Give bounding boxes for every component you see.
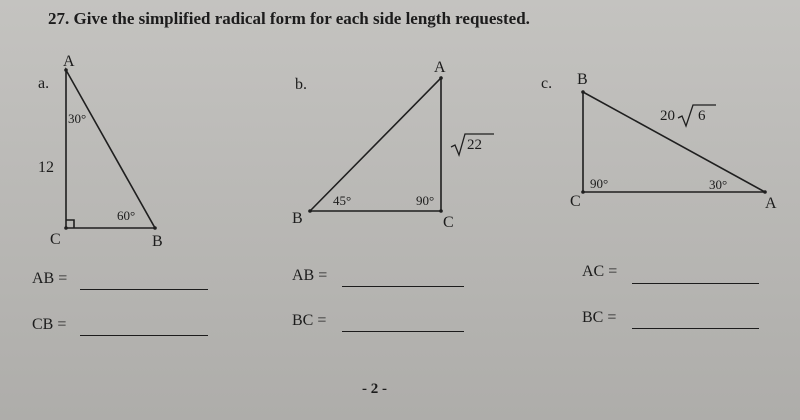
vertex-b-C: C bbox=[443, 214, 454, 231]
answer-c-BC-label: BC = bbox=[582, 309, 617, 326]
vertex-a-A: A bbox=[63, 53, 75, 70]
answer-b-AB-blank[interactable] bbox=[342, 286, 464, 287]
triangle-c bbox=[583, 92, 765, 192]
angle-a-B: 60° bbox=[117, 208, 136, 223]
angle-c-A: 30° bbox=[709, 177, 728, 192]
answer-c-AC-label: AC = bbox=[582, 263, 618, 280]
answer-c-AC-blank[interactable] bbox=[632, 283, 759, 284]
page-number: - 2 - bbox=[362, 381, 387, 397]
angle-b-C: 90° bbox=[416, 193, 435, 208]
radical-sign-c bbox=[678, 105, 716, 126]
answer-b-BC-label: BC = bbox=[292, 312, 327, 329]
vertex-a-C: C bbox=[50, 231, 61, 248]
vertex-a-B: B bbox=[152, 233, 163, 250]
vertex-b-B: B bbox=[292, 210, 303, 227]
answer-b-BC-blank[interactable] bbox=[342, 331, 464, 332]
answer-a-AB-blank[interactable] bbox=[80, 289, 208, 290]
side-a-AC: 12 bbox=[38, 159, 54, 176]
side-c-BA-coefficient: 20 bbox=[660, 108, 675, 124]
vertex-c-A: A bbox=[765, 195, 777, 212]
answer-a-CB-label: CB = bbox=[32, 316, 67, 333]
vertex-c-B: B bbox=[577, 71, 588, 88]
side-c-BA-radicand: 6 bbox=[698, 108, 706, 124]
part-a-letter: a. bbox=[38, 75, 50, 92]
answer-b-AB-label: AB = bbox=[292, 267, 328, 284]
vertex-c-C: C bbox=[570, 193, 581, 210]
triangle-a bbox=[66, 70, 155, 228]
answer-a-CB-blank[interactable] bbox=[80, 335, 208, 336]
side-b-AC-radicand: 22 bbox=[467, 137, 482, 153]
problem-title: 27. Give the simplified radical form for each side length requested. bbox=[48, 9, 530, 28]
part-b-letter: b. bbox=[295, 76, 307, 93]
answer-a-AB-label: AB = bbox=[32, 270, 68, 287]
answer-c-BC-blank[interactable] bbox=[632, 328, 759, 329]
angle-a-A: 30° bbox=[68, 111, 87, 126]
part-c-letter: c. bbox=[541, 75, 553, 92]
angle-b-B: 45° bbox=[333, 193, 352, 208]
angle-c-C: 90° bbox=[590, 176, 609, 191]
triangle-b bbox=[310, 78, 441, 211]
vertex-b-A: A bbox=[434, 59, 446, 76]
